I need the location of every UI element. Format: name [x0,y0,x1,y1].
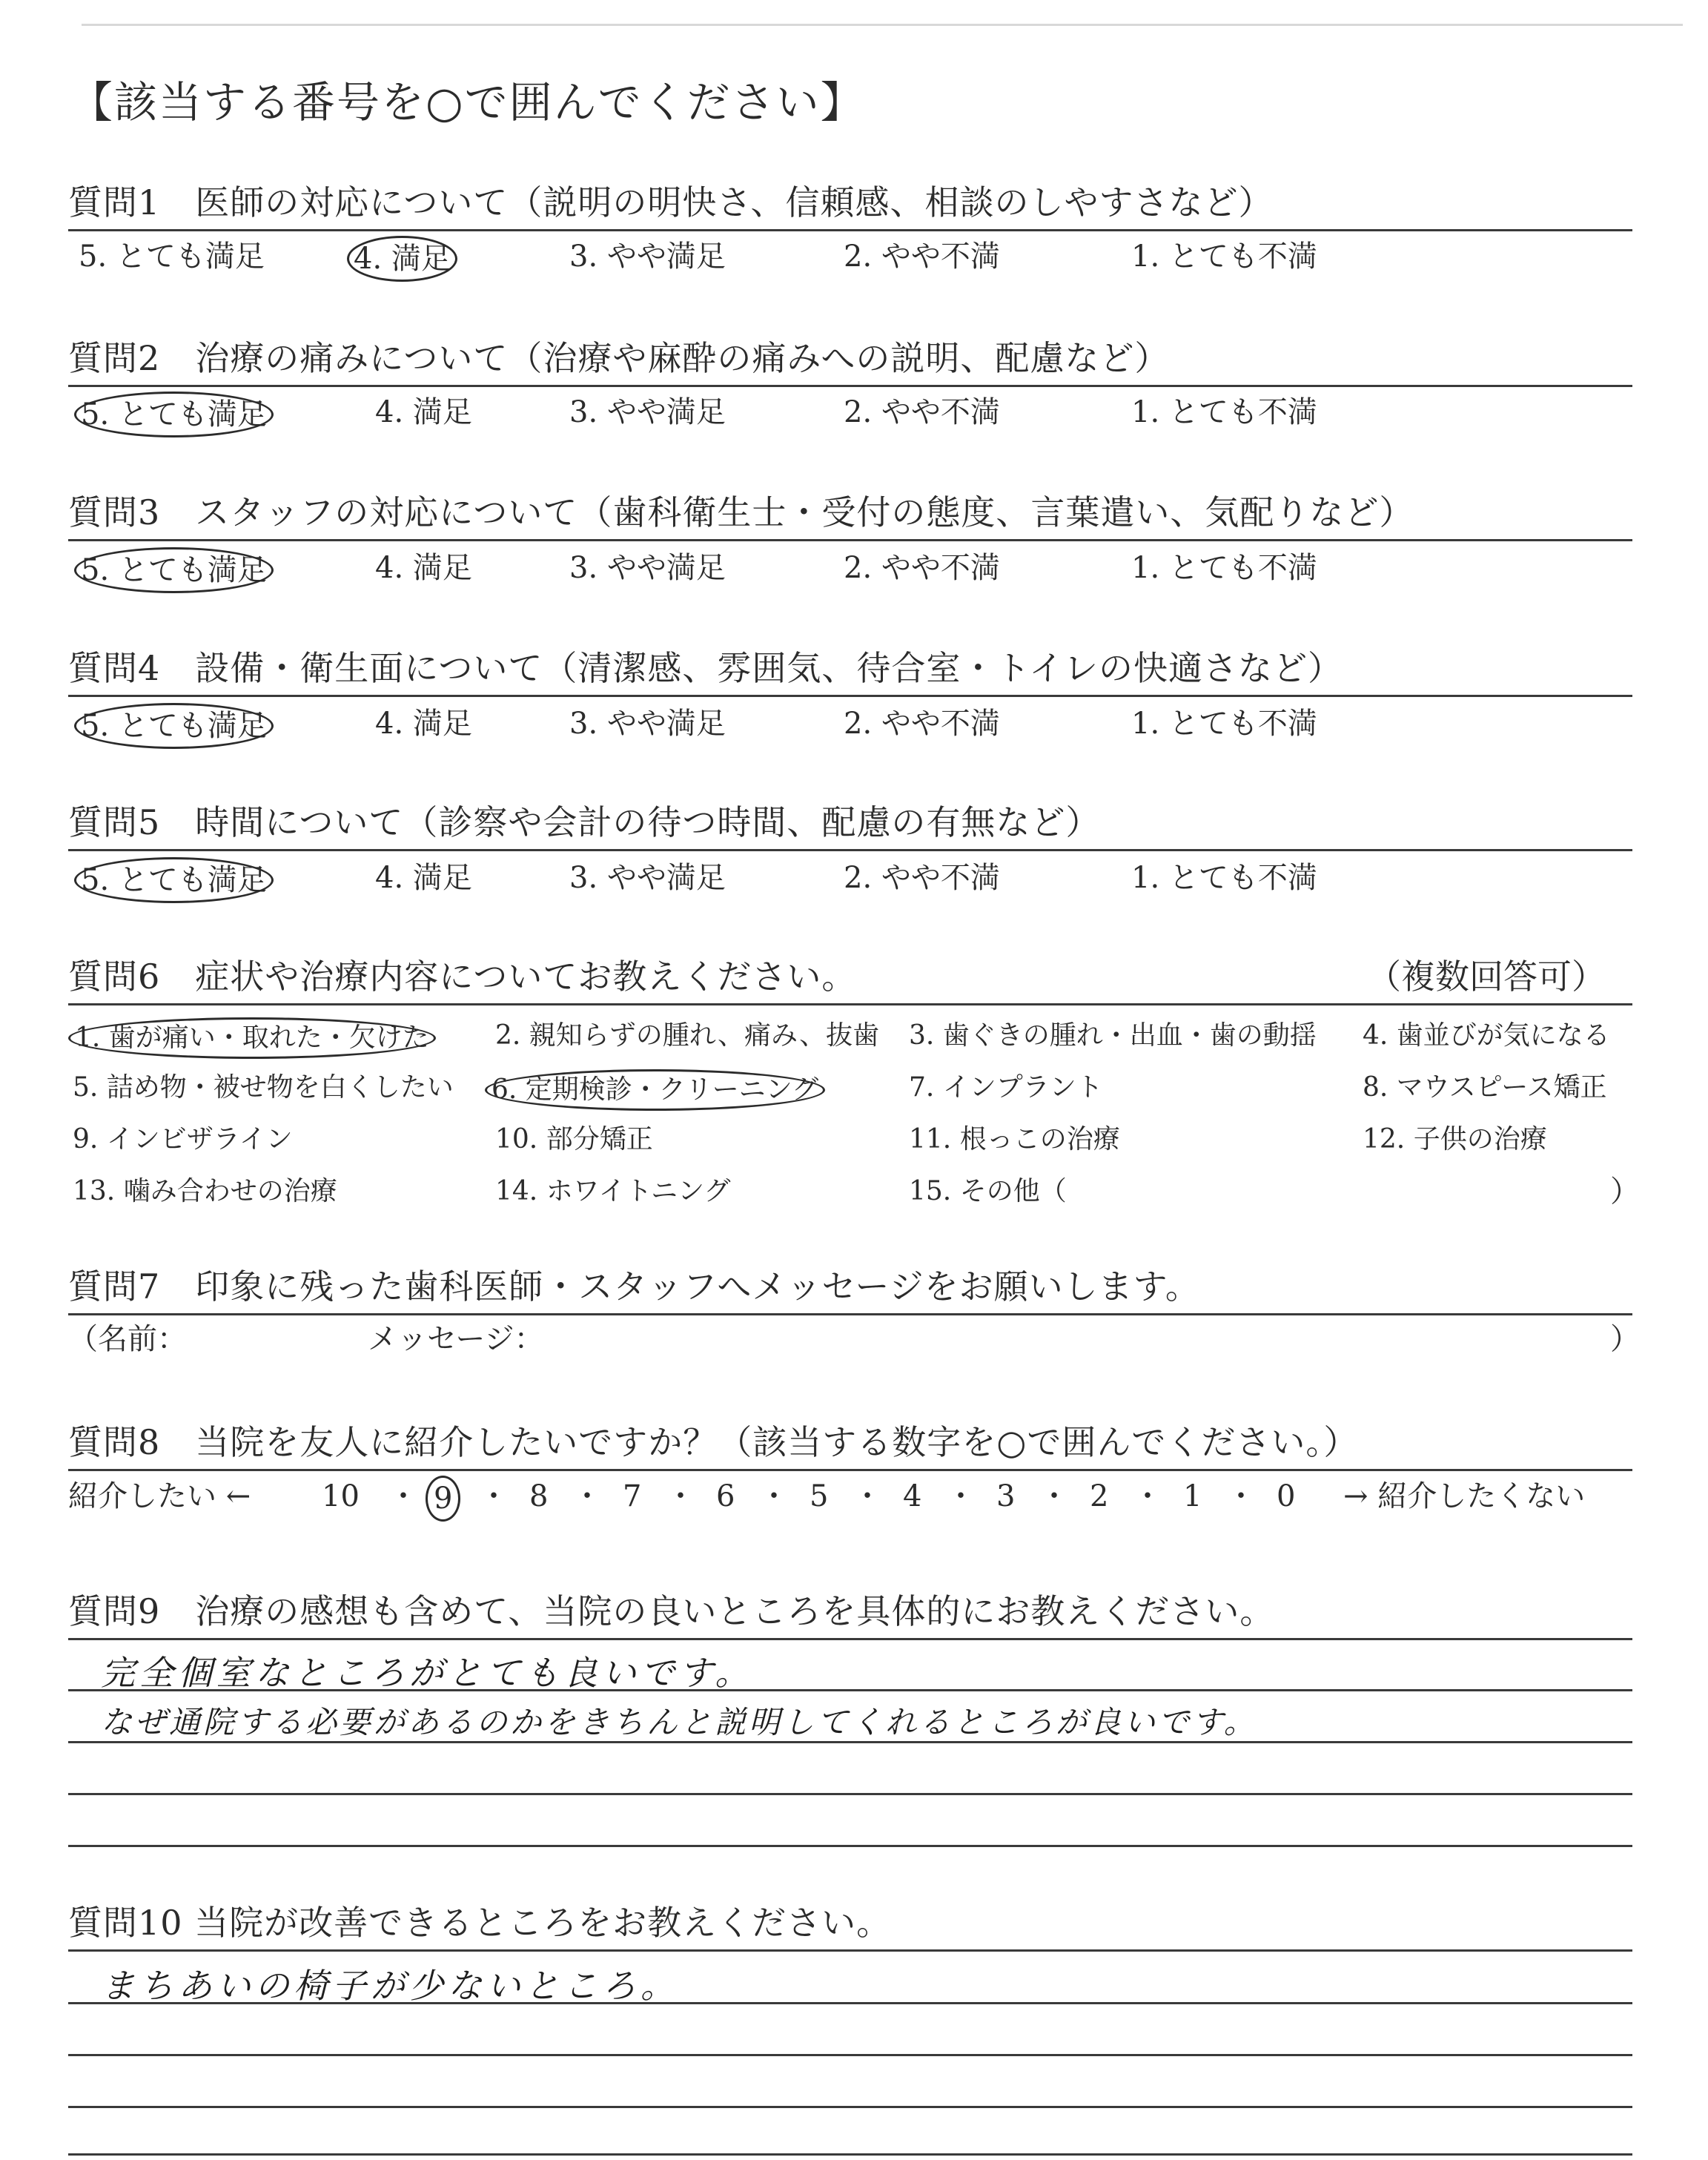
q6-option-11[interactable]: 11. 根っこの治療 [909,1124,1120,1155]
q9-answer-line-1: 完全個室なところがとても良いです。 [101,1653,754,1693]
choice-1[interactable]: 1. とても不満 [1131,551,1317,585]
q7-close-paren: ） [1610,1322,1640,1356]
question-rule [68,1949,1632,1952]
choice-1[interactable]: 1. とても不満 [1131,861,1317,895]
question-rule [68,1003,1632,1005]
question-9 [68,1581,1632,1640]
q6-option-3[interactable]: 3. 歯ぐきの腫れ・出血・歯の動揺 [909,1020,1317,1051]
q6-option-8[interactable]: 8. マウスピース矯正 [1363,1072,1607,1103]
answer-rule [68,2106,1632,2108]
q6-option-1-selected[interactable]: 1. 歯が痛い・取れた・欠けた [68,1017,436,1059]
question-7 [68,1256,1632,1315]
choice-5[interactable]: 5. とても満足 [79,240,265,274]
q8-separator: ・ [479,1479,509,1513]
q6-option-10[interactable]: 10. 部分矯正 [495,1124,653,1155]
question-3 [68,482,1632,541]
choice-4[interactable]: 4. 満足 [375,861,472,895]
q8-separator: ・ [1133,1479,1162,1513]
question-4-choices [74,703,1631,744]
q9-answer-line-2: なぜ通院する必要があるのかをきちんと説明してくれるところが良いです。 [101,1704,1258,1740]
q6-option-4[interactable]: 4. 歯並びが気になる [1363,1020,1610,1051]
q8-separator: ・ [572,1479,602,1513]
q8-score-7[interactable]: 7 [623,1479,642,1513]
q6-option-14[interactable]: 14. ホワイトニング [495,1176,731,1206]
q8-score-5[interactable]: 5 [810,1479,829,1513]
choice-3[interactable]: 3. やや満足 [569,707,726,741]
question-title: 質問5 時間について（診察や会計の待つ時間、配慮の有無など） [68,802,1101,842]
choice-2[interactable]: 2. やや不満 [844,707,1000,741]
question-rule [68,385,1632,387]
q6-option-13[interactable]: 13. 噛み合わせの治療 [73,1176,337,1206]
question-2-choices [74,392,1631,433]
question-rule [68,849,1632,851]
question-10 [68,1892,1632,1952]
choice-4[interactable]: 4. 満足 [375,551,472,585]
question-title: 質問7 印象に残った歯科医師・スタッフへメッセージをお願いします。 [68,1266,1200,1307]
q8-score-8[interactable]: 8 [529,1479,549,1513]
choice-5-selected[interactable]: 5. とても満足 [74,392,274,437]
choice-4-selected[interactable]: 4. 満足 [347,236,457,282]
answer-rule [68,2153,1632,2156]
question-rule [68,539,1632,541]
question-2 [68,328,1632,387]
q8-score-6[interactable]: 6 [716,1479,735,1513]
question-rule [68,1469,1632,1471]
q8-separator: ・ [853,1479,882,1513]
choice-2[interactable]: 2. やや不満 [844,240,1000,274]
question-title: 質問1 医師の対応について（説明の明快さ、信頼感、相談のしやすさなど） [68,182,1274,222]
question-3-choices [74,547,1631,589]
question-title: 質問8 当院を友人に紹介したいですか？（該当する数字を○で囲んでください。） [68,1422,1359,1462]
choice-2[interactable]: 2. やや不満 [844,861,1000,895]
question-title: 質問10 当院が改善できるところをお教えください。 [68,1903,892,1943]
question-4 [68,638,1632,697]
choice-3[interactable]: 3. やや満足 [569,861,726,895]
choice-1[interactable]: 1. とても不満 [1131,240,1317,274]
question-rule [68,229,1632,231]
answer-rule [68,1793,1632,1795]
q8-separator: ・ [1039,1479,1069,1513]
choice-5-selected[interactable]: 5. とても満足 [74,547,274,593]
q8-separator: ・ [388,1479,418,1513]
q6-option-6-selected[interactable]: 6. 定期検診・クリーニング [485,1069,825,1111]
answer-rule [68,2054,1632,2056]
q8-left-label: 紹介したい ← [68,1479,251,1513]
q7-name-label: （名前： [68,1322,187,1356]
choice-4[interactable]: 4. 満足 [375,707,472,741]
choice-3[interactable]: 3. やや満足 [569,240,726,274]
q7-message-label: メッセージ： [368,1322,544,1356]
question-6 [68,946,1632,1005]
q6-option-15[interactable]: 15. その他（ [909,1176,1067,1206]
choice-5-selected[interactable]: 5. とても満足 [74,703,274,749]
question-rule [68,1638,1632,1640]
answer-rule [68,1689,1632,1691]
q8-separator: ・ [1226,1479,1256,1513]
question-title: 質問2 治療の痛みについて（治療や麻酔の痛みへの説明、配慮など） [68,338,1170,378]
question-rule [68,695,1632,697]
q6-option-9[interactable]: 9. インビザライン [73,1124,293,1155]
q8-score-3[interactable]: 3 [996,1479,1016,1513]
q6-option-7[interactable]: 7. インプラント [909,1072,1103,1103]
choice-3[interactable]: 3. やや満足 [569,551,726,585]
choice-1[interactable]: 1. とても不満 [1131,707,1317,741]
answer-rule [68,1741,1632,1743]
question-8 [68,1412,1632,1471]
choice-2[interactable]: 2. やや不満 [844,551,1000,585]
choice-2[interactable]: 2. やや不満 [844,395,1000,429]
question-5 [68,792,1632,851]
q10-answer-line-1: まちあいの椅子が少ないところ。 [101,1966,679,2006]
form-header: 【該当する番号を○で囲んでください】 [70,77,865,128]
q6-option-5[interactable]: 5. 詰め物・被せ物を白くしたい [73,1072,454,1103]
q8-score-4[interactable]: 4 [903,1479,922,1513]
choice-3[interactable]: 3. やや満足 [569,395,726,429]
question-5-choices [74,857,1631,899]
question-title: 質問9 治療の感想も含めて、当院の良いところを具体的にお教えください。 [68,1591,1275,1631]
top-rule [82,24,1683,26]
q8-score-0[interactable]: 0 [1277,1479,1296,1513]
multiple-answer-note: （複数回答可） [1367,957,1606,997]
choice-1[interactable]: 1. とても不満 [1131,395,1317,429]
q8-score-9-selected[interactable]: 9 [426,1476,460,1522]
question-title: 質問4 設備・衛生面について（清潔感、雰囲気、待合室・トイレの快適さなど） [68,648,1343,688]
question-1 [68,172,1632,231]
q8-score-2[interactable]: 2 [1090,1479,1109,1513]
answer-rule [68,2002,1632,2004]
q8-score-10[interactable]: 10 [322,1479,360,1513]
answer-rule [68,1845,1632,1847]
q6-other-close-paren: ） [1610,1175,1640,1209]
q8-separator: ・ [759,1479,789,1513]
q8-separator: ・ [666,1479,695,1513]
q6-option-2[interactable]: 2. 親知らずの腫れ、痛み、抜歯 [495,1020,880,1051]
q8-right-label: → 紹介したくない [1343,1479,1586,1513]
question-rule [68,1313,1632,1315]
question-1-choices [74,236,1631,277]
q6-option-12[interactable]: 12. 子供の治療 [1363,1124,1547,1155]
choice-5-selected[interactable]: 5. とても満足 [74,857,274,903]
q8-separator: ・ [946,1479,976,1513]
q8-score-1[interactable]: 1 [1183,1479,1202,1513]
question-title: 質問6 症状や治療内容についてお教えください。 [68,957,857,997]
question-title: 質問3 スタッフの対応について（歯科衛生士・受付の態度、言葉遣い、気配りなど） [68,492,1414,532]
choice-4[interactable]: 4. 満足 [375,395,472,429]
